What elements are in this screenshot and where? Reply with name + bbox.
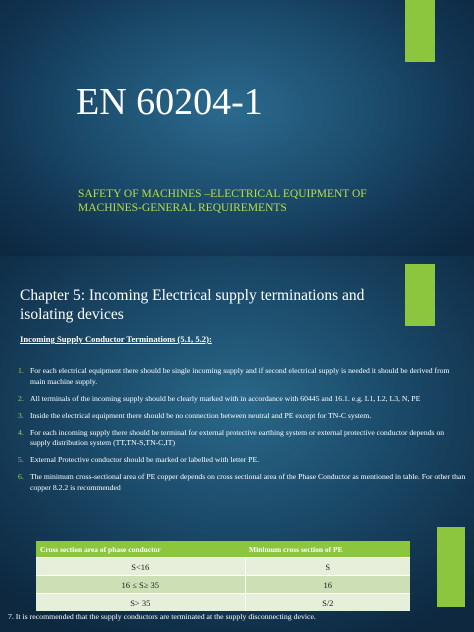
document-subtitle: SAFETY OF MACHINES –ELECTRICAL EQUIPMENT OF MACHINES-GENERAL REQUIREMENTS <box>78 188 367 214</box>
list-text: For each electrical equipment there should be single incoming supply and if second electrical supply is needed it should be derived from main machine supply. <box>30 366 450 386</box>
table-row <box>36 576 410 594</box>
accent-bar <box>437 527 465 607</box>
list-item <box>18 394 466 405</box>
list-item <box>18 472 466 493</box>
document-title: EN 60204-1 <box>76 81 263 123</box>
pe-cross-section-table <box>36 541 410 611</box>
chapter-title: Chapter 5: Incoming Electrical supply terminations and isolating devices <box>20 287 365 323</box>
list-number: 4. <box>18 427 24 437</box>
list-item <box>18 366 466 387</box>
accent-bar <box>405 0 435 62</box>
list-number: 1. <box>18 366 24 375</box>
list-text: External Protective conductor should be marked or labelled with letter PE. <box>30 455 260 464</box>
accent-bar <box>405 264 435 326</box>
table-header-cell: Minimum cross section of PE <box>245 541 410 558</box>
table-cell: 16 <box>245 576 410 594</box>
list-number: 5. <box>18 455 24 464</box>
footer-note: 7. It is recommended that the supply conductors are terminated at the supply disconnecting device. <box>8 612 316 621</box>
list-text: All terminals of the incoming supply should be clearly marked with in accordance with 60445 and 16.1. e.g. L1, L2, L3, N, PE <box>30 393 421 403</box>
table-cell: S> 35 <box>36 594 245 612</box>
slide-chapter5 <box>0 256 474 632</box>
requirements-list <box>18 366 466 500</box>
table-row <box>36 594 410 612</box>
list-text: Inside the electrical equipment there should be no connection between neutral and PE except for TN-C system. <box>30 410 372 420</box>
table-cell: S/2 <box>245 594 410 612</box>
list-number: 2. <box>18 393 24 403</box>
table-header-cell: Cross section area of phase conductor <box>36 541 245 558</box>
table-row <box>36 558 410 576</box>
table-header-row <box>36 541 410 558</box>
list-number: 6. <box>18 472 24 481</box>
list-text: For each incoming supply there should be terminal for external protective earthing system or external protective conductor depends on supply distribution system (TT,TN-S,TN-C,IT) <box>30 427 445 447</box>
table-cell: S<16 <box>36 558 245 576</box>
list-item <box>18 411 466 422</box>
table-cell: 16 ≤ S≥ 35 <box>36 576 245 594</box>
list-number: 3. <box>18 410 24 420</box>
list-item <box>18 428 466 449</box>
list-item <box>18 455 466 466</box>
slide-title <box>0 0 474 256</box>
table-cell: S <box>245 558 410 576</box>
section-heading: Incoming Supply Conductor Terminations (5.1, 5.2): <box>20 334 212 344</box>
list-text: The minimum cross-sectional area of PE copper depends on cross sectional area of the Phase Conductor as mentioned in table. For other than copper 8.2.2 is recommended <box>30 472 466 492</box>
